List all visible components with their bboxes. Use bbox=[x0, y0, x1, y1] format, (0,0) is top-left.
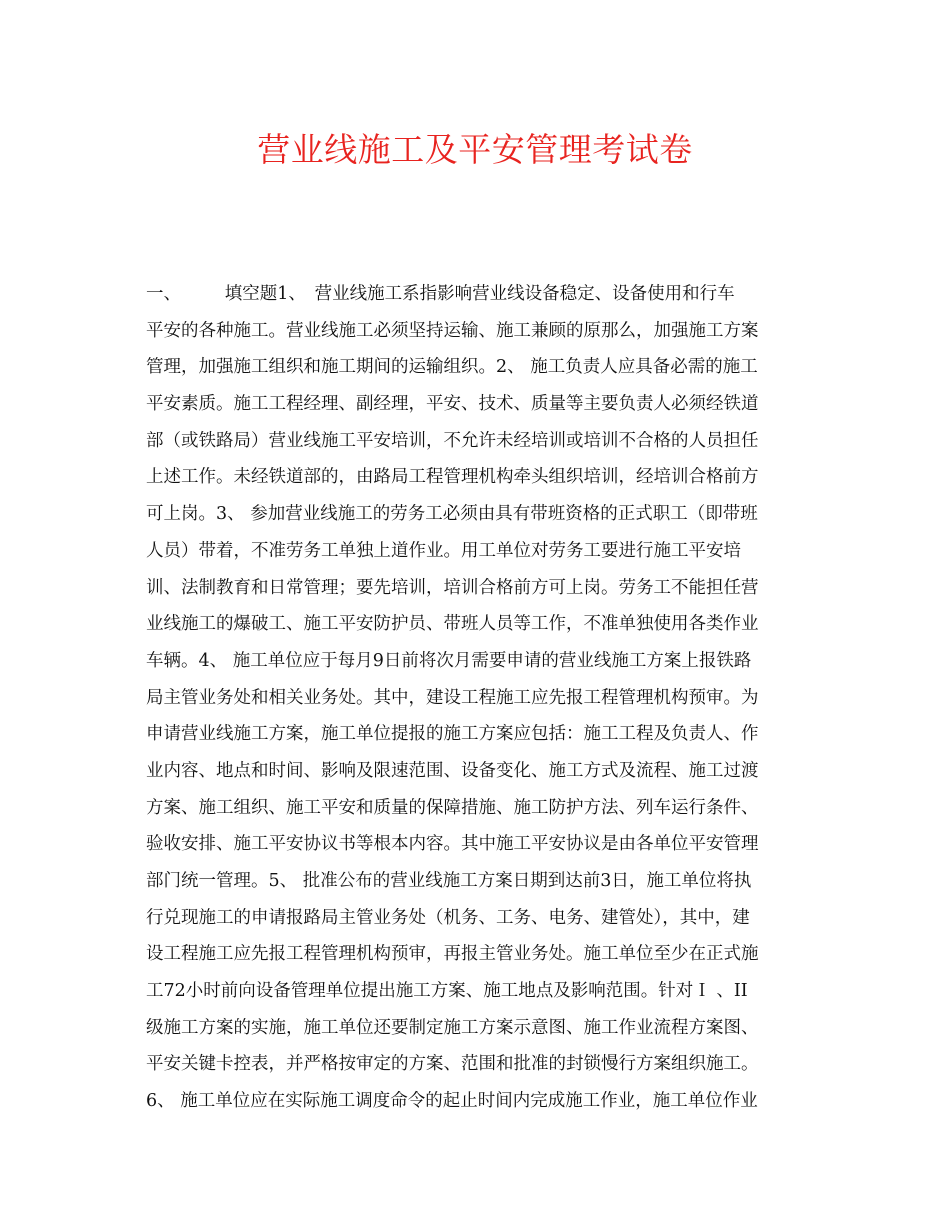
body-line: 人员）带着，不准劳务工单独上道作业。用工单位对劳务工要进行施工平安培 bbox=[146, 540, 741, 561]
body-line: 管理，加强施工组织和施工期间的运输组织。2、 施工负责人应具备必需的施工 bbox=[146, 357, 758, 378]
body-line: 一、 填空题1、 营业线施工系指影响营业线设备稳定、设备使用和行车 bbox=[146, 284, 735, 304]
body-line: 平安关键卡控表，并严格按审定的方案、范围和批准的封锁慢行方案组织施工。 bbox=[146, 1054, 759, 1075]
body-line: 训、法制教育和日常管理；要先培训，培训合格前方可上岗。劳务工不能担任营 bbox=[146, 577, 759, 598]
body-line: 行兑现施工的申请报路局主管业务处（机务、工务、电务、建管处），其中，建 bbox=[146, 907, 750, 928]
body-line: 验收安排、施工平安协议书等根本内容。其中施工平安协议是由各单位平安管理 bbox=[146, 834, 759, 855]
body-line: 设工程施工应先报工程管理机构预审，再报主管业务处。施工单位至少在正式施 bbox=[146, 944, 759, 965]
document-body bbox=[146, 276, 806, 1120]
body-line: 局主管业务处和相关业务处。其中，建设工程施工应先报工程管理机构预审。为 bbox=[146, 687, 759, 708]
body-line: 申请营业线施工方案，施工单位提报的施工方案应包括：施工工程及负责人、作 bbox=[146, 724, 759, 745]
body-line: 平安的各种施工。营业线施工必须坚持运输、施工兼顾的原那么，加强施工方案 bbox=[146, 320, 759, 341]
body-line: 业内容、地点和时间、影响及限速范围、设备变化、施工方式及流程、施工过渡 bbox=[146, 760, 759, 781]
body-line: 部门统一管理。5、 批准公布的营业线施工方案日期到达前3日，施工单位将执 bbox=[146, 871, 752, 891]
body-line: 上述工作。未经铁道部的，由路局工程管理机构牵头组织培训，经培训合格前方 bbox=[146, 467, 759, 488]
body-line: 可上岗。3、 参加营业线施工的劳务工必须由具有带班资格的正式职工（即带班 bbox=[146, 504, 758, 525]
body-line: 部（或铁路局）营业线施工平安培训，不允许未经培训或培训不合格的人员担任 bbox=[146, 430, 759, 451]
document-title: 营业线施工及平安管理考试卷 bbox=[257, 130, 693, 169]
body-line: 工72小时前向设备管理单位提出施工方案、施工地点及影响范围。针对Ｉ 、II bbox=[146, 981, 748, 1002]
body-line: 方案、施工组织、施工平安和质量的保障措施、施工防护方法、列车运行条件、 bbox=[146, 797, 759, 818]
body-line: 级施工方案的实施，施工单位还要制定施工方案示意图、施工作业流程方案图、 bbox=[146, 1017, 759, 1038]
body-line: 平安素质。施工工程经理、副经理，平安、技术、质量等主要负责人必须经铁道 bbox=[146, 394, 759, 415]
body-line: 6、 施工单位应在实际施工调度命令的起止时间内完成施工作业，施工单位作业 bbox=[146, 1091, 758, 1112]
body-line: 业线施工的爆破工、施工平安防护员、带班人员等工作，不准单独使用各类作业 bbox=[146, 614, 759, 635]
body-line: 车辆。4、 施工单位应于每月9日前将次月需要申请的营业线施工方案上报铁路 bbox=[146, 650, 752, 671]
